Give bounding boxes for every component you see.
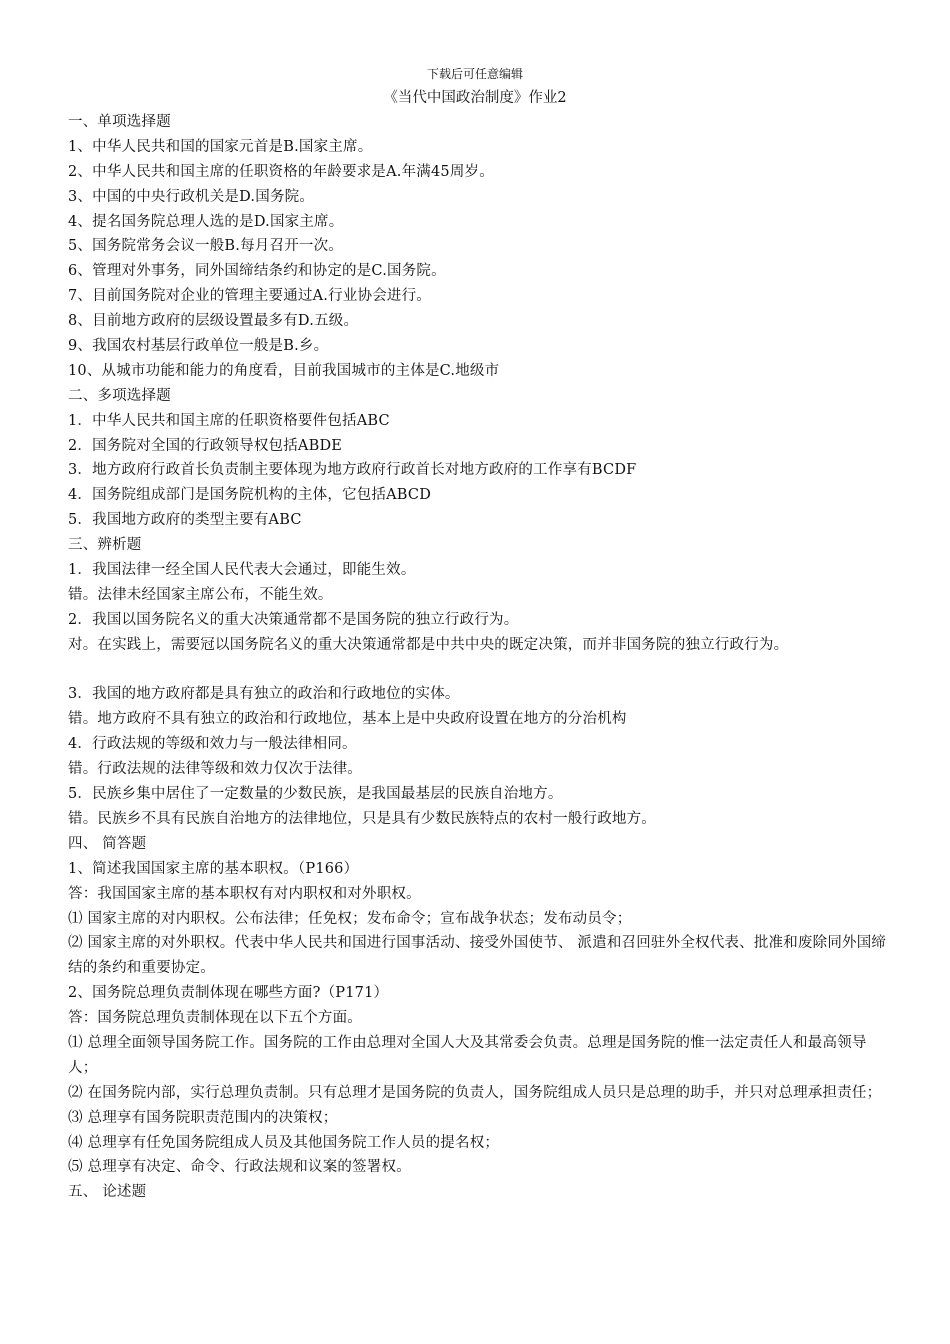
text-line: 答：国务院总理负责制体现在以下五个方面。 [68, 1010, 362, 1027]
text-line: 五、 论述题 [68, 1184, 147, 1201]
text-line: 4．行政法规的等级和效力与一般法律相同。 [68, 736, 357, 753]
text-line: 错。行政法规的法律等级和效力仅次于法律。 [68, 761, 362, 778]
document-body [68, 110, 894, 1205]
text-line: 10、从城市功能和能力的角度看，目前我国城市的主体是C.地级市 [68, 362, 500, 379]
text-line: 1．中华人民共和国主席的任职资格要件包括ABC [68, 412, 390, 429]
text-line: 4．国务院组成部门是国务院机构的主体，它包括ABCD [68, 487, 432, 504]
text-line: 一、单项选择题 [68, 114, 171, 130]
text-line: 2、中华人民共和国主席的任职资格的年龄要求是A.年满45周岁。 [68, 163, 494, 180]
text-line: 错。民族乡不具有民族自治地方的法律地位，只是具有少数民族特点的农村一般行政地方。 [68, 810, 656, 827]
text-line: 5．民族乡集中居住了一定数量的少数民族，是我国最基层的民族自治地方。 [68, 786, 563, 803]
text-line: 1、中华人民共和国的国家元首是B.国家主席。 [68, 138, 373, 155]
text-line: ⑵ 国家主席的对外职权。代表中华人民共和国进行国事活动、接受外国使节、 派遣和召回驻外全权代表、批准和废除同外国缔结的条约和重要协定。 [68, 935, 887, 977]
text-line: 3、中国的中央行政机关是D.国务院。 [68, 188, 315, 205]
text-line: 1．我国法律一经全国人民代表大会通过，即能生效。 [68, 562, 416, 579]
text-line: ⑵ 在国务院内部，实行总理负责制。只有总理才是国务院的负责人，国务院组成人员只是总理的助手，并只对总理承担责任； [68, 1084, 882, 1101]
text-line: 5．我国地方政府的类型主要有ABC [68, 512, 302, 529]
page-header: 下载后可任意编辑 [426, 67, 523, 81]
text-line: 7、目前国务院对企业的管理主要通过A.行业协会进行。 [68, 288, 432, 305]
text-line: 1、简述我国国家主席的基本职权。（P166） [68, 860, 359, 877]
text-line: 四、 简答题 [68, 835, 147, 852]
text-line: 错。地方政府不具有独立的政治和行政地位，基本上是中央政府设置在地方的分治机构 [68, 711, 627, 728]
blank-line [68, 658, 894, 683]
text-line: 三、辨析题 [68, 537, 142, 554]
text-line: 答：我国国家主席的基本职权有对内职权和对外职权。 [68, 885, 421, 902]
text-line: 9、我国农村基层行政单位一般是B.乡。 [68, 338, 329, 355]
text-line: ⑶ 总理享有国务院职责范围内的决策权； [68, 1109, 338, 1126]
text-line: ⑴ 总理全面领导国务院工作。国务院的工作由总理对全国人大及其常委会负责。总理是国务院的惟一法定责任人和最高领导人； [68, 1034, 867, 1076]
text-line: 4、提名国务院总理人选的是D.国家主席。 [68, 213, 344, 230]
text-line: 5、国务院常务会议一般B.每月召开一次。 [68, 238, 343, 255]
text-line: ⑸ 总理享有决定、命令、行政法规和议案的签署权。 [68, 1159, 411, 1176]
text-line: 2．国务院对全国的行政领导权包括ABDE [68, 437, 343, 454]
text-line: 3．地方政府行政首长负责制主要体现为地方政府行政首长对地方政府的工作享有BCDF [68, 462, 637, 479]
text-line: ⑷ 总理享有任免国务院组成人员及其他国务院工作人员的提名权； [68, 1134, 500, 1151]
text-line: 2．我国以国务院名义的重大决策通常都不是国务院的独立行政行为。 [68, 611, 519, 628]
text-line: 8、目前地方政府的层级设置最多有D.五级。 [68, 313, 359, 330]
text-line: 对。在实践上，需要冠以国务院名义的重大决策通常都是中共中央的既定决策，而并非国务院的独立行政行为。 [68, 636, 789, 653]
text-line: 二、多项选择题 [68, 387, 171, 404]
text-line: 2、国务院总理负责制体现在哪些方面?（P171） [68, 985, 389, 1002]
document-title: 《当代中国政治制度》作业2 [383, 90, 567, 106]
text-line: 6、管理对外事务，同外国缔结条约和协定的是C.国务院。 [68, 263, 446, 280]
text-line: 错。法律未经国家主席公布，不能生效。 [68, 586, 333, 603]
text-line: 3．我国的地方政府都是具有独立的政治和行政地位的实体。 [68, 686, 460, 703]
text-line: ⑴ 国家主席的对内职权。公布法律；任免权；发布命令；宣布战争状态；发布动员令； [68, 910, 632, 927]
